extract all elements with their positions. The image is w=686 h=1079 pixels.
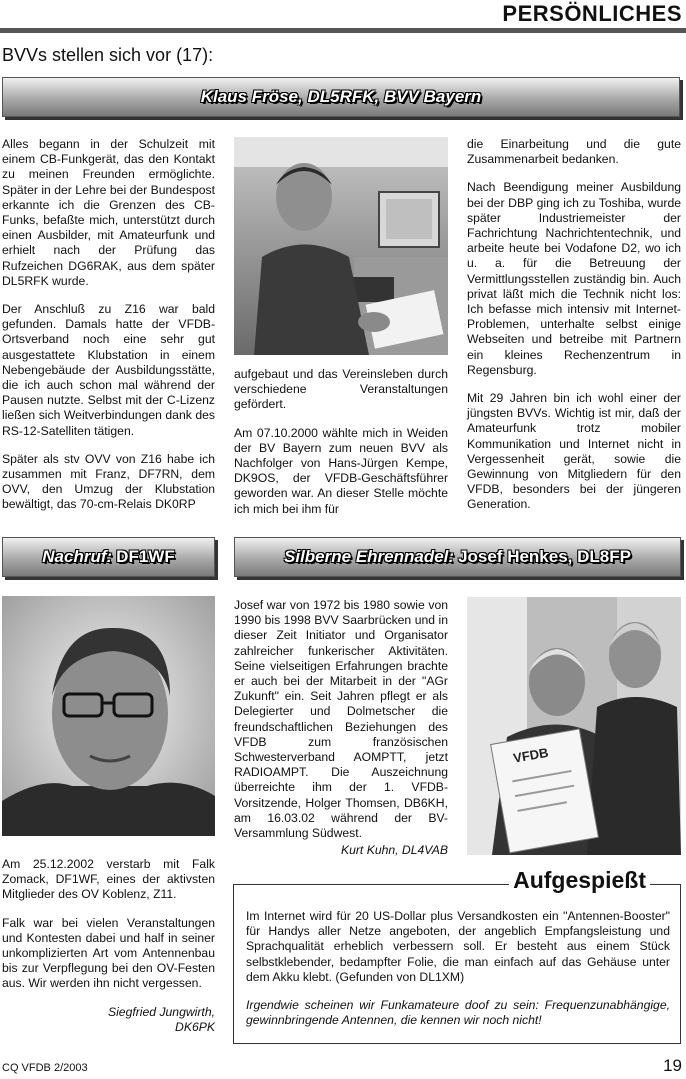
article2-text [2, 857, 215, 1035]
article3-banner [234, 537, 681, 577]
article1-col1 [2, 137, 215, 513]
photo-df1wf [2, 596, 215, 836]
article1-col1-p2: Der Anschluß zu Z16 war bald gefunden. Damals hatte der VFDB-Ortsverband noch eine sehr gut ausgestattete Klubstation in einem Nebengebäude der Ausbildungsstätte, die ich auch schon mal während der Pausen nutzte. Selbst mit der C-Lizenz ließen sich Weitverbindungen dank des RS-12-Satelliten tätigen. [2, 302, 215, 438]
article1-col3-p3: Mit 29 Jahren bin ich wohl einer der jüngsten BVVs. Wichtig ist mir, daß der Amateurfunk trotz mobiler Kommunikation und Internet nicht in Vergessenheit gerät, sowie die Gewinnung von Mitgliedern für den VFDB, besonders bei der jüngeren Generation. [467, 391, 681, 512]
footer-page-number: 19 [663, 1056, 682, 1075]
article2-banner-name: DF1WF [116, 547, 175, 566]
article3-text [234, 598, 448, 858]
article1-col3 [467, 137, 681, 513]
article2-signature-line1: Siegfried Jungwirth, [107, 1004, 215, 1019]
aufgespiesst-paragraph: Im Internet wird für 20 US-Dollar plus Versandkosten ein "Antennen-Booster" für Handys aller Netze angeboten, der angeblich Empfangsleistung und Sprachqualität erheblich verbessern soll. Er besteht aus einem Stück selbstklebender, bedampfter Folie, die man einfach auf das Gehäuse unter dem Akku klebt. (Gefunden von DL1XM) [246, 909, 670, 984]
article1-col2-p2: Am 07.10.2000 wählte mich in Weiden der BV Bayern zum neuen BVV als Nachfolger von Hans-Jürgen Kempe, DK9OS, der VFDB-Geschäftsführer geworden war. An dieser Stelle möchte ich mich bei ihm für [234, 425, 448, 516]
article2-banner [2, 537, 215, 577]
aufgespiesst-title: Aufgespießt [509, 867, 650, 894]
article1-col3-p1: die Einarbeitung und die gute Zusammenarbeit bedanken. [467, 137, 681, 167]
series-title: BVVs stellen sich vor (17): [2, 45, 214, 65]
article2-signature-line2: DK6PK [175, 1019, 215, 1034]
article3-banner-prefix: Silberne Ehrennadel: [284, 547, 455, 566]
article1-col1-p1: Alles begann in der Schulzeit mit einem CB-Funkgerät, das den Kontakt zu meinen Freunden ermöglichte. Später in der Lehre bei der Bundespost erkannte ich die Grenzen des CB-Funks, befaßte mich, unterstützt durch einen Ausbilder, mit Amateurfunk und erhielt nach der Prüfung das Rufzeichen DG6RAK, aus dem später DL5RFK wurde. [2, 137, 215, 288]
section-label: PERSÖNLICHES [502, 1, 682, 26]
article2-signature [2, 1005, 215, 1035]
article1-col2 [234, 367, 448, 517]
article1-col2-p1: aufgebaut und das Vereinsleben durch verschiedene Veranstaltungen gefördert. [234, 367, 448, 412]
article2-banner-prefix: Nachruf: [42, 547, 113, 566]
aufgespiesst-text [246, 909, 670, 1028]
article1-col3-p2: Nach Beendigung meiner Ausbildung bei der DBP ging ich zu Toshiba, wurde später Industriemeister der Fachrichtung Nachrichtentechnik, und arbeite heute bei Vodafone D2, wo ich u. a. für die Betreuung der Vermittlungsstellen zuständig bin. Auch privat läßt mich die Technik nicht los: Ich befasse mich intensiv mit Internet-Problemen, unterhalte selbst einige Webseiten und betreibe mit Partnern ein kleines Rechenzentrum in Regensburg. [467, 180, 681, 377]
aufgespiesst-box [233, 867, 681, 1044]
top-rule [0, 28, 686, 33]
photo-klaus-froese [234, 137, 448, 355]
article2-p2: Falk war bei vielen Veranstaltungen und Kontesten dabei und half in seiner unkomplizierten Art vom Antennenbau bis zur Verpflegung bei den OV-Festen aus. Wir werden ihn nicht vergessen. [2, 915, 215, 991]
article3-signature: Kurt Kuhn, DL4VAB [340, 843, 448, 858]
aufgespiesst-italic: Irgendwie scheinen wir Funkamateure doof zu sein: Frequenzunabhängige, gewinnbringende Antennen, die kennen wir noch nicht! [246, 998, 670, 1028]
article3-paragraph: Josef war von 1972 bis 1980 sowie von 1990 bis 1998 BVV Saarbrücken und in dieser Zeit Initiator und Organisator zahlreicher funkerischer Aktivitäten. Seine vielseitigen Erfahrungen brachte er auch bei der Mitarbeit in der "AGr Zukunft" ein. Seit Jahren pflegt er als Delegierter und Dolmetscher die freundschaftlichen Beziehungen des VFDB zum französischen Schwesterverband AOMPTT, jetzt RADIOAMPT. Die Auszeichnung überreichte ihm der 1. VFDB-Vorsitzende, Holger Thomsen, DB6KH, am 16.03.02 während der BV-Versammlung Südwest. [234, 598, 448, 841]
article3-banner-name: Josef Henkes, DL8FP [458, 547, 631, 566]
article2-p1: Am 25.12.2002 verstarb mit Falk Zomack, DF1WF, eines der aktivsten Mitglieder des OV Koblenz, Z11. [2, 857, 215, 902]
article1-banner [2, 77, 680, 117]
article1-banner-text: Klaus Fröse, DL5RFK, BVV Bayern [200, 87, 482, 106]
footer-publication: CQ VFDB 2/2003 [2, 1062, 88, 1074]
certificate-label: VFDB [512, 744, 550, 766]
photo-josef-henkes [467, 597, 681, 855]
article1-col1-p3: Später als stv OVV von Z16 habe ich zusammen mit Franz, DF7RN, dem OVV, den Umzug der Klubstation bewältigt, das 70-cm-Relais DK0RP [2, 451, 215, 512]
